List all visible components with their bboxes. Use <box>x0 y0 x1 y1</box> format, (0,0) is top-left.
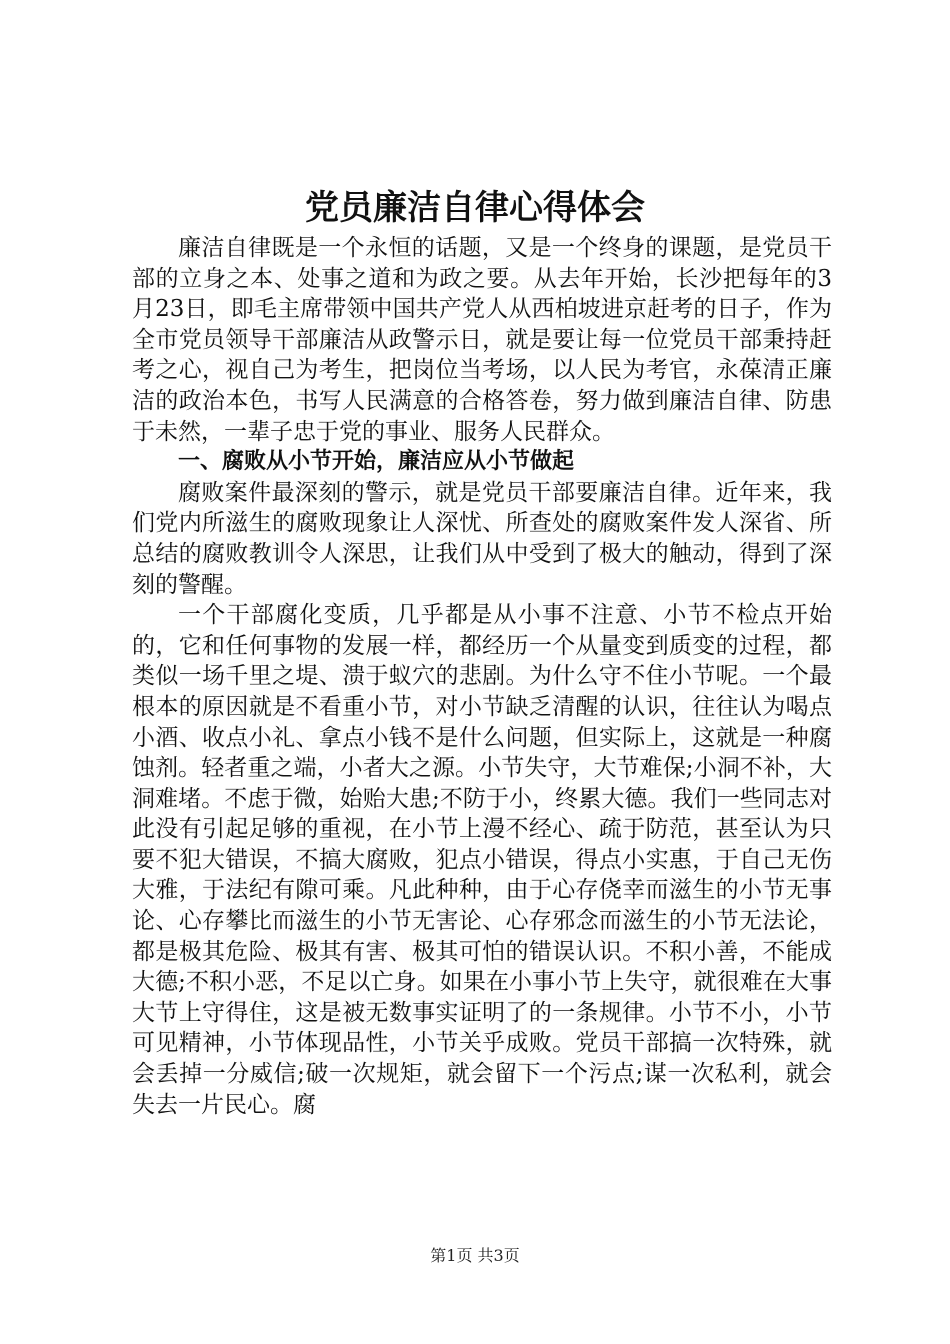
section-heading: 一、腐败从小节开始，廉洁应从小节做起 <box>178 449 575 475</box>
section-paragraph-1: 腐败案件最深刻的警示，就是党员干部要廉洁自律。近年来，我们党内所滋生的腐败现象让人深忧、所查处的腐败案件发人深省、所总结的腐败教训令人深思，让我们从中受到了极大的触动，得到了深刻的警醒。 <box>132 479 832 598</box>
section-paragraph-2: 一个干部腐化变质，几乎都是从小事不注意、小节不检点开始的，它和任何事物的发展一样，都经历一个从量变到质变的过程，都类似一场千里之堤、溃于蚁穴的悲剧。为什么守不住小节呢。一个最根本的原因就是不看重小节，对小节缺乏清醒的认识，往往认为喝点小酒、收点小礼、拿点小钱不是什么问题，但实际上，这就是一种腐蚀剂。轻者重之端，小者大之源。小节失守，大节难保;小洞不补，大洞难堵。不虑于微，始贻大患;不防于小，终累大德。我们一些同志对此没有引起足够的重视，在小节上漫不经心、疏于防范，甚至认为只要不犯大错误，不搞大腐败，犯点小错误，得点小实惠，于自己无伤大雅，于法纪有隙可乘。凡此种种，由于心存侥幸而滋生的小节无事论、心存攀比而滋生的小节无害论、心存邪念而滋生的小节无法论，都是极其危险、极其有害、极其可怕的错误认识。不积小善，不能成大德;不积小恶，不足以亡身。如果在小事小节上失守，就很难在大事大节上守得住，这是被无数事实证明了的一条规律。小节不小，小节可见精神，小节体现品性，小节关乎成败。党员干部搞一次特殊，就会丢掉一分威信;破一次规矩，就会留下一个污点;谋一次私利，就会失去一片民心。腐 <box>132 602 832 1118</box>
page-number-footer: 第1页 共3页 <box>430 1246 520 1265</box>
document-title: 党员廉洁自律心得体会 <box>305 188 645 228</box>
intro-paragraph: 廉洁自律既是一个永恒的话题，又是一个终身的课题，是党员干部的立身之本、处事之道和为政之要。从去年开始，长沙把每年的3月23日，即毛主席带领中国共产党人从西柏坡进京赶考的日子，作为全市党员领导干部廉洁从政警示日，就是要让每一位党员干部秉持赶考之心，视自己为考生，把岗位当考场，以人民为考官，永葆清正廉洁的政治本色，书写人民满意的合格答卷，努力做到廉洁自律、防患于未然，一辈子忠于党的事业、服务人民群众。 <box>132 235 832 445</box>
document-body <box>132 233 832 1120</box>
